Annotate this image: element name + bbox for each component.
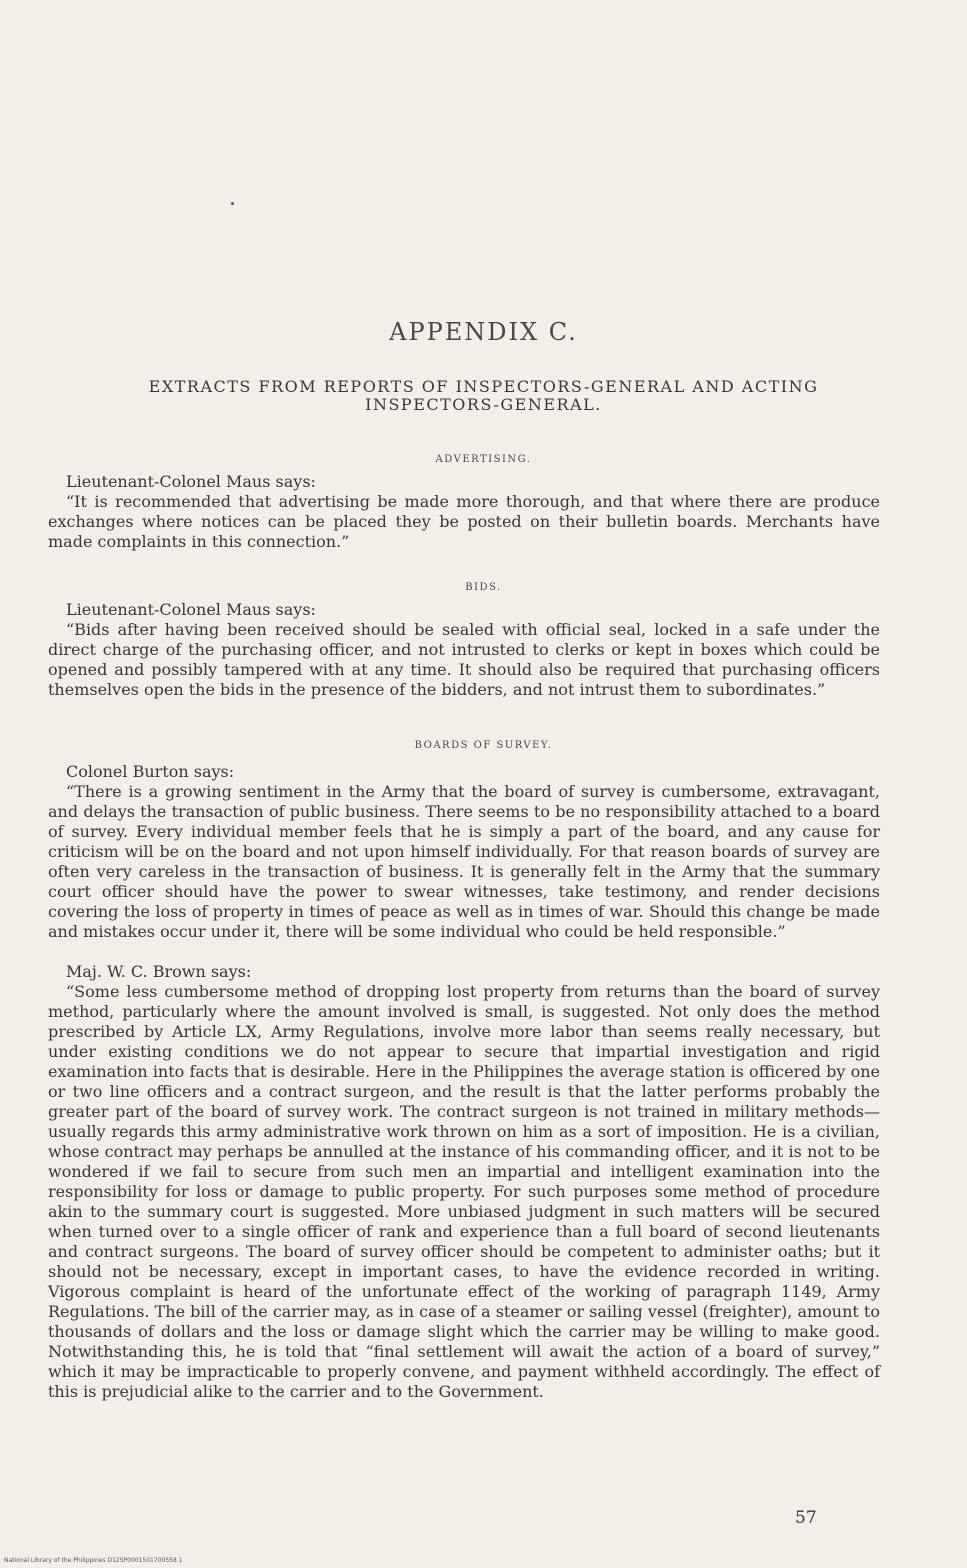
page-number: 57 xyxy=(795,1508,817,1528)
extracts-heading xyxy=(0,378,967,414)
quote-bids: “Bids after having been received should be sealed with official seal, locked in a safe under the direct charge of the purchasing officer, and not intrusted to clerks or kept in boxes which could be opened and possibly tampered with at any time. It should also be required that purchasing officers themselves open the bids in the presence of the bidders, and not intrust them to subordinates.” xyxy=(48,620,880,699)
section-title-boards-of-survey: BOARDS OF SURVEY. xyxy=(414,740,553,751)
quote-brown: “Some less cumbersome method of dropping lost property from returns than the board of survey method, particularly where the amount involved is small, is suggested. Not only does the method prescribed by Article LX, Army Regulations, involve more labor than seems really necessary, but under existing conditions we do not appear to secure that impartial investigation and rigid examination into facts that is desirable. Here in the Philippines the average station is officered by one or two line officers and a contract surgeon, and the result is that the latter performs probably the greater part of the board of survey work. The contract surgeon is not trained in military methods—usually regards this army administrative work thrown on him as a sort of imposition. He is a civilian, whose contract may perhaps be annulled at the instance of his commanding officer, and it is not to be wondered if we fail to secure from such men an impartial and intelligent examination into the responsibility for loss or damage to public property. For such purposes some method of procedure akin to the summary court is suggested. More unbiased judgment in such matters will be secured when turned over to a single officer of rank and experience than a full board of second lieutenants and contract surgeons. The board of survey officer should be competent to administer oaths; but it should not be necessary, except in important cases, to have the evidence recorded in writing. Vigorous complaint is heard of the unfortunate effect of the working of paragraph 1149, Army Regulations. The bill of the carrier may, as in case of a steamer or sailing vessel (freighter), amount to thousands of dollars and the loss or damage slight which the carrier may be willing to make good. Notwithstanding this, he is told that “final settlement will await the action of a board of survey,” which it may be impracticable to properly convene, and payment withheld accordingly. The effect of this is prejudicial alike to the carrier and to the Government. xyxy=(48,982,880,1401)
section-title-bids: BIDS. xyxy=(465,582,502,593)
speaker-brown: Maj. W. C. Brown says: xyxy=(66,962,252,981)
quote-burton: “There is a growing sentiment in the Army that the board of survey is cumbersome, extravagant, and delays the transaction of public business. There seems to be no responsibility attached to a board of survey. Every individual member feels that he is simply a part of the board, and any cause for criticism will be on the board and not upon himself individually. For that reason boards of survey are often very careless in the transaction of business. It is generally felt in the Army that the summary court officer should have the power to swear witnesses, take testimony, and render decisions covering the loss of property in times of peace as well as in times of war. Should this change be made and mistakes occur under it, there will be some individual who could be held responsible.” xyxy=(48,782,880,941)
appendix-title: APPENDIX C. xyxy=(389,318,578,346)
footer-credit: National Library of the Philippines D12SP0001501700558 1 xyxy=(4,1557,183,1564)
paragraph-burton xyxy=(48,782,880,942)
extracts-heading-line2: INSPECTORS-GENERAL. xyxy=(365,395,602,414)
paragraph-advertising xyxy=(48,492,880,552)
quote-advertising: “It is recommended that advertising be made more thorough, and that where there are produce exchanges where notices can be placed they be posted on their bulletin boards. Merchants have made complaints in this connection.” xyxy=(48,492,880,551)
speaker-burton: Colonel Burton says: xyxy=(66,762,235,781)
ink-speck xyxy=(231,202,234,205)
extracts-heading-line1: EXTRACTS FROM REPORTS OF INSPECTORS-GENERAL AND ACTING xyxy=(148,377,819,396)
speaker-advertising: Lieutenant-Colonel Maus says: xyxy=(66,472,316,491)
section-title-advertising: ADVERTISING. xyxy=(435,454,532,465)
paragraph-brown xyxy=(48,982,880,1402)
paragraph-bids xyxy=(48,620,880,700)
speaker-bids: Lieutenant-Colonel Maus says: xyxy=(66,600,316,619)
